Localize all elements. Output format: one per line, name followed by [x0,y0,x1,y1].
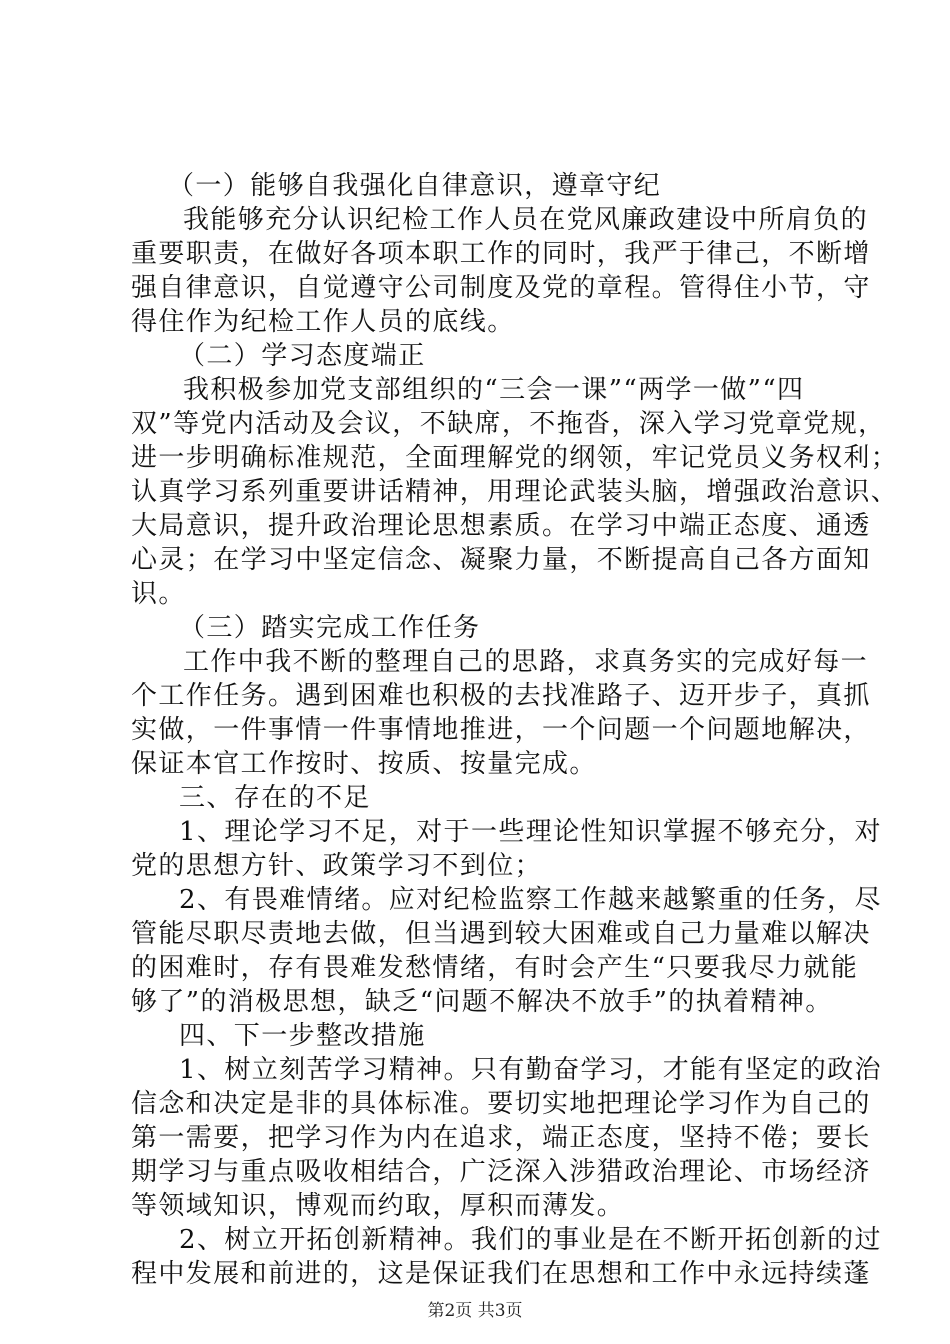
paragraph-line: 实做，一件事情一件事情地推进，一个问题一个问题地解决， [131,715,871,745]
paragraph-line: 程中发展和前进的，这是保证我们在思想和工作中永远持续蓬 [131,1259,871,1289]
section-heading-3: （三）踏实完成工作任务 [179,613,481,643]
paragraph-line: 心灵；在学习中坚定信念、凝聚力量，不断提高自己各方面知 [131,545,871,575]
paragraph-line: 管能尽职尽责地去做，但当遇到较大困难或自己力量难以解决 [131,919,871,949]
paragraph-line: 1、理论学习不足，对于一些理论性知识掌握不够充分，对 [179,817,882,847]
paragraph-line: 1、树立刻苦学习精神。只有勤奋学习，才能有坚定的政治 [179,1055,882,1085]
paragraph-line: 强自律意识，自觉遵守公司制度及党的章程。管得住小节，守 [131,273,871,303]
paragraph-line: 期学习与重点吸收相结合，广泛深入涉猎政治理论、市场经济 [131,1157,871,1187]
paragraph-line: 双”等党内活动及会议，不缺席，不拖沓，深入学习党章党规， [131,409,886,439]
paragraph-line: 的困难时，存有畏难发愁情绪，有时会产生“只要我尽力就能 [131,953,859,983]
paragraph-line: 识。 [131,579,186,609]
paragraph-line: 认真学习系列重要讲话精神，用理论武装头脑，增强政治意识、 [131,477,899,507]
paragraph-line: 个工作任务。遇到困难也积极的去找准路子、迈开步子，真抓 [131,681,871,711]
section-heading-5: 四、下一步整改措施 [179,1021,426,1051]
paragraph-line: 保证本官工作按时、按质、按量完成。 [131,749,597,779]
paragraph-line: 够了”的消极思想，缺乏“问题不解决不放手”的执着精神。 [131,987,833,1017]
paragraph-line: 重要职责，在做好各项本职工作的同时，我严于律己，不断增 [131,239,871,269]
paragraph-line: 等领域知识，博观而约取，厚积而薄发。 [131,1191,625,1221]
paragraph-line: 我能够充分认识纪检工作人员在党风廉政建设中所肩负的 [183,205,869,235]
paragraph-line: 进一步明确标准规范，全面理解党的纲领，牢记党员义务权利； [131,443,899,473]
paragraph-line: 2、有畏难情绪。应对纪检监察工作越来越繁重的任务，尽 [179,885,882,915]
section-heading-4: 三、存在的不足 [179,783,371,813]
section-heading-1: （一）能够自我强化自律意识，遵章守纪 [168,171,662,201]
paragraph-line: 大局意识，提升政治理论思想素质。在学习中端正态度、通透 [131,511,871,541]
page-footer: 第2页 共3页 [427,1301,523,1321]
paragraph-line: 我积极参加党支部组织的“三会一课”“两学一做”“四 [183,375,805,405]
paragraph-line: 得住作为纪检工作人员的底线。 [131,307,515,337]
paragraph-line: 信念和决定是非的具体标准。要切实地把理论学习作为自己的 [131,1089,871,1119]
paragraph-line: 2、树立开拓创新精神。我们的事业是在不断开拓创新的过 [179,1225,882,1255]
section-heading-2: （二）学习态度端正 [179,341,426,371]
paragraph-line: 党的思想方针、政策学习不到位； [131,851,543,881]
paragraph-line: 工作中我不断的整理自己的思路，求真务实的完成好每一 [183,647,869,677]
paragraph-line: 第一需要，把学习作为内在追求，端正态度，坚持不倦；要长 [131,1123,871,1153]
